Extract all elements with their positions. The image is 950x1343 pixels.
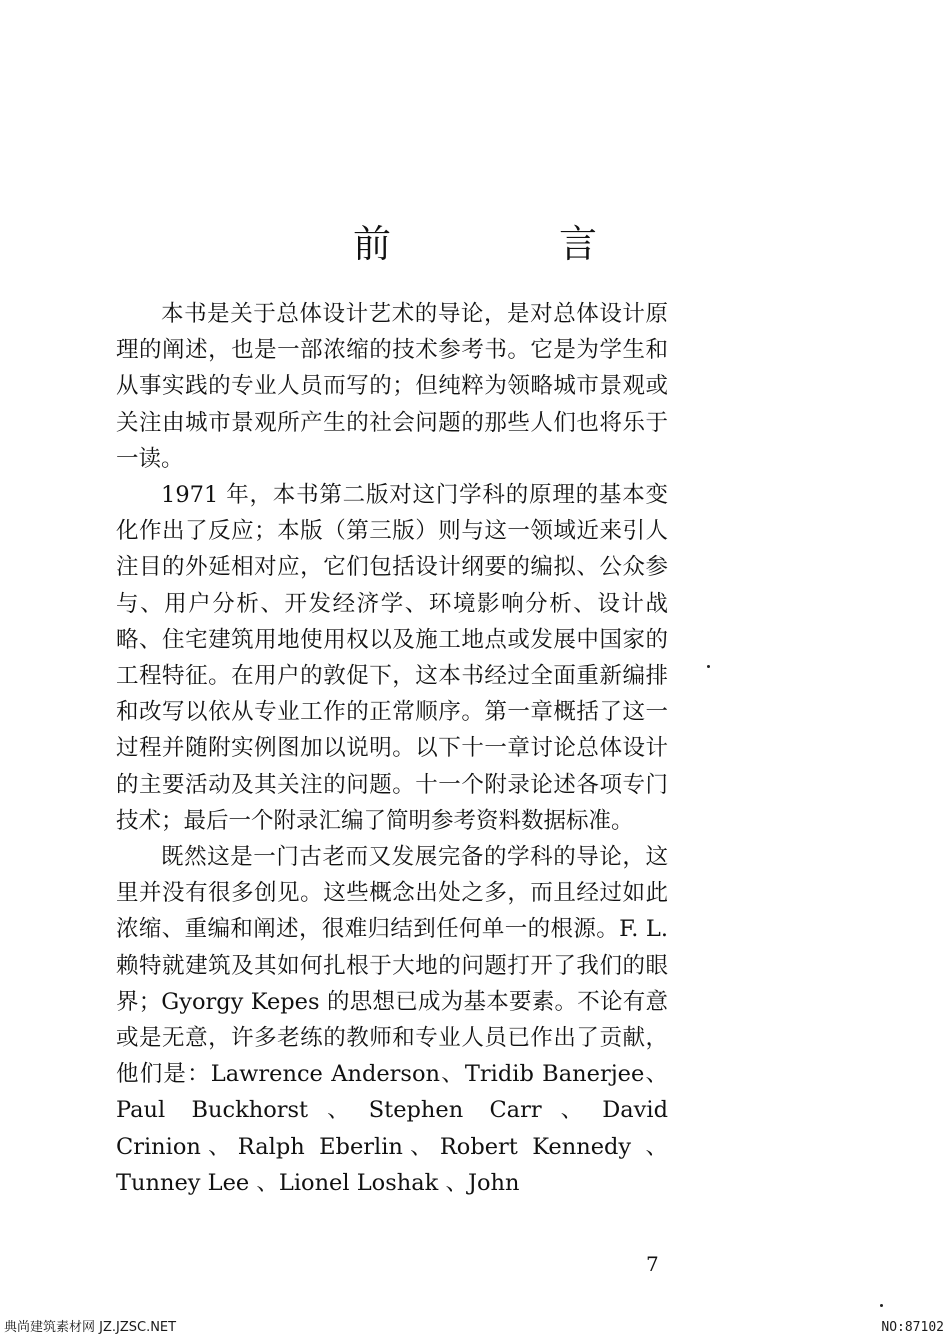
watermark-site: 典尚建筑素材网 JZ.JZSC.NET [4, 1320, 177, 1335]
body-text [116, 296, 668, 1201]
paragraph-2: 1971 年，本书第二版对这门学科的原理的基本变化作出了反应；本版（第三版）则与这一领域近来引人注目的外延相对应，它们包括设计纲要的编拟、公众参与、用户分析、开发经济学、环境影响分析、设计战略、住宅建筑用地使用权以及施工地点或发展中国家的工程特征。在用户的敦促下，这本书经过全面重新编排和改写以依从专业工作的正常顺序。第一章概括了这一过程并随附实例图加以说明。以下十一章讨论总体设计的主要活动及其关注的问题。十一个附录论述各项专门技术；最后一个附录汇编了简明参考资料数据标准。 [116, 482, 668, 834]
scan-speck [707, 665, 710, 668]
paragraph-1: 本书是关于总体设计艺术的导论，是对总体设计原理的阐述，也是一部浓缩的技术参考书。它是为学生和从事实践的专业人员而写的；但纯粹为领略城市景观或关注由城市景观所产生的社会问题的那些人们也将乐于一读。 [116, 301, 668, 472]
paragraph-3: 既然这是一门古老而又发展完备的学科的导论，这里并没有很多创见。这些概念出处之多，而且经过如此浓缩、重编和阐述，很难归结到任何单一的根源。F. L. 赖特就建筑及其如何扎根于大地的问题打开了我们的眼界；Gyorgy Kepes 的思想已成为基本要素。不论有意或是无意，许多老练的教师和专业人员已作出了贡献，他们是：Lawrence Anderson、Tridib Banerjee、Paul Buckhorst、Stephen Carr、David Crinion、Ralph Eberlin、Robert Kennedy 、Tunney Lee 、Lionel Loshak 、John [116, 844, 668, 1196]
watermark-number: NO:87102 [881, 1320, 944, 1335]
page-title: 前 言 [352, 222, 676, 266]
page-number: 7 [646, 1252, 659, 1276]
scan-speck [880, 1304, 883, 1307]
